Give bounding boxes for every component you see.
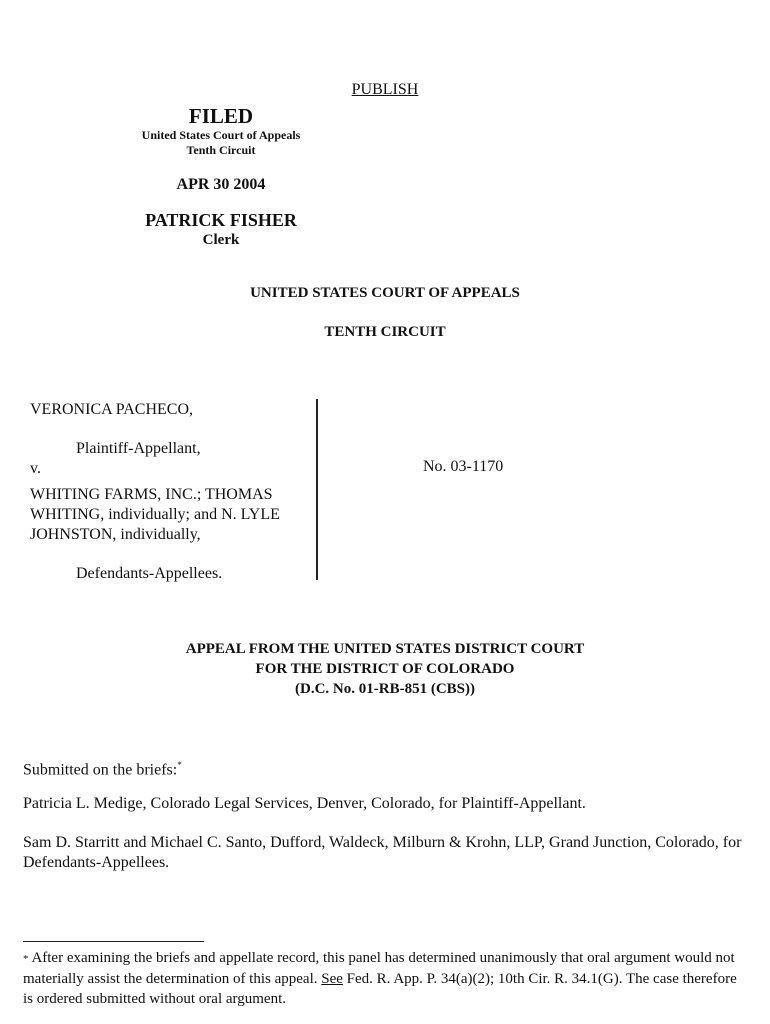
appellee-counsel: Sam D. Starritt and Michael C. Santo, Dufford, Waldeck, Milburn & Krohn, LLP, Grand Junction, Colorado, for Defendants-Appellees.: [23, 834, 742, 871]
submitted-text: Submitted on the briefs:: [23, 761, 178, 779]
filed-heading: FILED: [188, 104, 254, 128]
clerk-name: PATRICK FISHER: [145, 210, 297, 230]
filed-date: APR 30 2004: [176, 176, 266, 193]
court-name: UNITED STATES COURT OF APPEALS: [250, 285, 520, 301]
docket-number: No. 03-1170: [423, 458, 504, 475]
appeal-line-3: (D.C. No. 01-RB-851 (CBS)): [295, 681, 475, 697]
publish-text: PUBLISH: [351, 81, 419, 98]
footnote-marker: *: [23, 953, 29, 965]
footnote-text-after: Fed. R. App. P. 34(a)(2); 10th Cir. R. 34.1(G). The case therefore is ordered submitted without oral argument.: [23, 971, 737, 1007]
footnote-rule: [23, 941, 204, 942]
defendants-role: Defendants-Appellees.: [76, 565, 223, 582]
filed-stamp: [120, 104, 322, 249]
submitted-line: [23, 755, 748, 780]
appeal-line-2: FOR THE DISTRICT OF COLORADO: [255, 661, 515, 677]
stamp-court: United States Court of Appeals: [141, 128, 301, 142]
versus: v.: [30, 460, 41, 477]
appeal-heading: [0, 639, 770, 699]
clerk-title: Clerk: [202, 232, 240, 248]
footnote-text-before: After examining the briefs and appellate record, this panel has determined unanimously that oral argument would not materially assist the determination of this appeal.: [23, 950, 735, 987]
footnote-ref: *: [177, 760, 182, 770]
stamp-circuit: Tenth Circuit: [186, 143, 256, 157]
plaintiff-role: Plaintiff-Appellant,: [76, 440, 201, 457]
caption-divider: [316, 399, 318, 580]
case-caption: [30, 400, 315, 584]
defendant-names: WHITING FARMS, INC.; THOMAS WHITING, individually; and N. LYLE JOHNSTON, individually,: [30, 486, 280, 543]
appellant-counsel: Patricia L. Medige, Colorado Legal Services, Denver, Colorado, for Plaintiff-Appellant.: [23, 795, 586, 812]
footnote-see: See: [321, 971, 343, 987]
publish-label: [0, 81, 770, 99]
footnote: [23, 948, 748, 1009]
court-circuit: TENTH CIRCUIT: [324, 324, 446, 340]
plaintiff-name: VERONICA PACHECO,: [30, 401, 193, 418]
appeal-line-1: APPEAL FROM THE UNITED STATES DISTRICT COURT: [185, 641, 585, 657]
